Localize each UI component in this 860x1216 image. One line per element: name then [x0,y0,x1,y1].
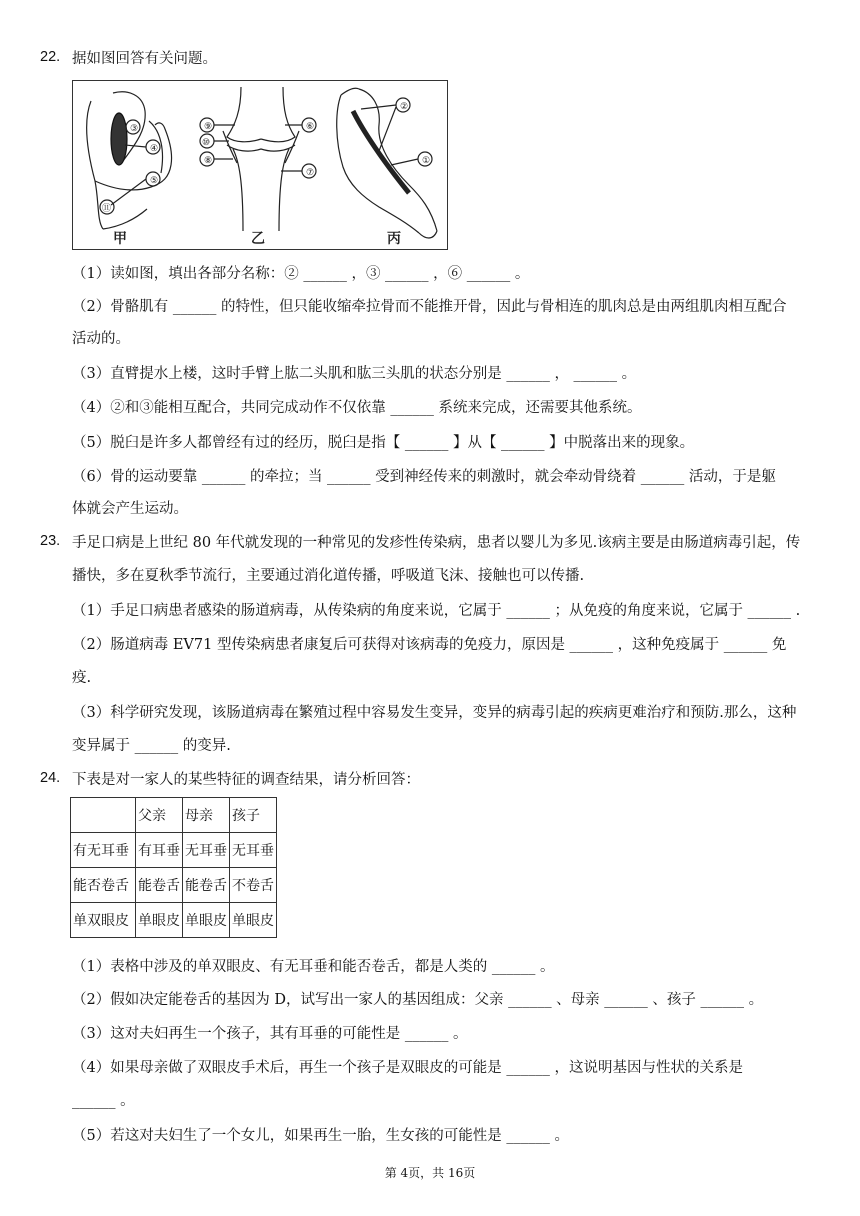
figure-jia-arm [87,92,172,229]
mark-7: ⑦ [306,168,315,178]
q22-sub6-b: 体就会产生运动。 [72,501,188,517]
q23-sub1: （1）手足口病患者感染的肠道病毒，从传染病的角度来说，它属于 ______ ；从免疫的角度来说，它属于 ______ . [72,603,801,619]
table-header-cell: 父亲 [136,798,183,833]
question-24-number: 24. [40,770,61,786]
mark-2: ② [400,102,409,112]
anatomy-figure [73,81,447,249]
mark-9: ⑨ [204,122,213,132]
mark-1: ① [422,156,431,166]
mark-11: ⑪ [102,204,112,214]
table-cell: 不卷舌 [230,868,277,903]
q24-sub4-b: ______ 。 [72,1093,135,1109]
question-24-stem: 下表是对一家人的某些特征的调查结果，请分析回答： [72,772,420,788]
figure-label-jia: 甲 [113,231,127,247]
mark-10: ⑩ [202,138,211,148]
question-22-number: 22. [40,49,61,65]
table-cell: 能卷舌 [136,868,183,903]
table-cell: 无耳垂 [230,833,277,868]
q22-sub2-b: 活动的。 [72,331,130,347]
question-22-stem: 据如图回答有关问题。 [72,51,217,67]
table-row [71,903,277,938]
table-cell: 有耳垂 [136,833,183,868]
q23-sub3-a: （3）科学研究发现，该肠道病毒在繁殖过程中容易发生变异，变异的病毒引起的疾病更难治疗和预防.那么，这种 [72,705,797,721]
family-traits-table [70,797,277,938]
q23-sub2-a: （2）肠道病毒 EV71 型传染病患者康复后可获得对该病毒的免疫力，原因是 ______ ，这种免疫属于 ______ 免 [72,637,787,653]
table-cell: 单眼皮 [136,903,183,938]
q23-sub3-b: 变异属于 ______ 的变异. [72,738,231,754]
table-header-cell: 孩子 [230,798,277,833]
table-cell: 单眼皮 [230,903,277,938]
q22-sub1: （1）读如图，填出各部分名称：② ______ ，③ ______ ，⑥ ______ 。 [72,266,530,282]
figure-label-bing: 丙 [387,231,401,247]
table-header-row [71,798,277,833]
mark-4: ④ [150,144,159,154]
figure-arm-joint [72,80,448,250]
table-header-cell: 母亲 [183,798,230,833]
figure-label-yi: 乙 [251,231,265,247]
q24-sub2: （2）假如决定能卷舌的基因为 D，试写出一家人的基因组成：父亲 ______ 、母亲 ______ 、孩子 ______ 。 [72,992,764,1008]
mark-6: ⑥ [306,122,315,132]
table-cell: 能否卷舌 [71,868,136,903]
table-cell: 有无耳垂 [71,833,136,868]
q24-sub1: （1）表格中涉及的单双眼皮、有无耳垂和能否卷舌，都是人类的 ______ 。 [72,959,555,975]
q22-sub4: （4）②和③能相互配合，共同完成动作不仅依靠 ______ 系统来完成，还需要其他系统。 [72,400,642,416]
table-row [71,868,277,903]
table-cell: 单眼皮 [183,903,230,938]
q23-sub2-b: 疫. [72,670,92,686]
mark-5: ⑤ [150,176,159,186]
question-23-stem-b: 播快，多在夏秋季节流行，主要通过消化道传播，呼吸道飞沫、接触也可以传播. [72,568,585,584]
table-header-cell [71,798,136,833]
table-cell: 能卷舌 [183,868,230,903]
figure-yi-joint [200,87,316,231]
q22-sub5: （5）脱臼是许多人都曾经有过的经历，脱臼是指【 ______ 】从【 ______ 】中脱落出来的现象。 [72,435,695,451]
table-cell: 无耳垂 [183,833,230,868]
question-23-number: 23. [40,533,61,549]
question-23-stem-a: 手足口病是上世纪 80 年代就发现的一种常见的发疹性传染病，患者以婴儿为多见.该病主要是由肠道病毒引起，传 [72,535,801,551]
q24-sub3: （3）这对夫妇再生一个孩子，其有耳垂的可能性是 ______ 。 [72,1026,468,1042]
q22-sub6-a: （6）骨的运动要靠 ______ 的牵拉；当 ______ 受到神经传来的刺激时，就会牵动骨绕着 ______ 活动，于是躯 [72,469,776,485]
figure-bing-muscle [337,88,437,238]
q24-sub5: （5）若这对夫妇生了一个女儿，如果再生一胎，生女孩的可能性是 ______ 。 [72,1128,569,1144]
q24-sub4-a: （4）如果母亲做了双眼皮手术后，再生一个孩子是双眼皮的可能是 ______ ，这说明基因与性状的关系是 [72,1060,743,1076]
table-row [71,833,277,868]
mark-3: ③ [130,124,139,134]
q22-sub2-a: （2）骨骼肌有 ______ 的特性，但只能收缩牵拉骨而不能推开骨，因此与骨相连的肌肉总是由两组肌肉相互配合 [72,299,787,315]
page-footer: 第 4页，共 16页 [384,1166,476,1180]
q22-sub3: （3）直臂提水上楼，这时手臂上肱二头肌和肱三头肌的状态分别是 ______ ， ______ 。 [72,366,637,382]
mark-8: ⑧ [204,156,213,166]
table-cell: 单双眼皮 [71,903,136,938]
